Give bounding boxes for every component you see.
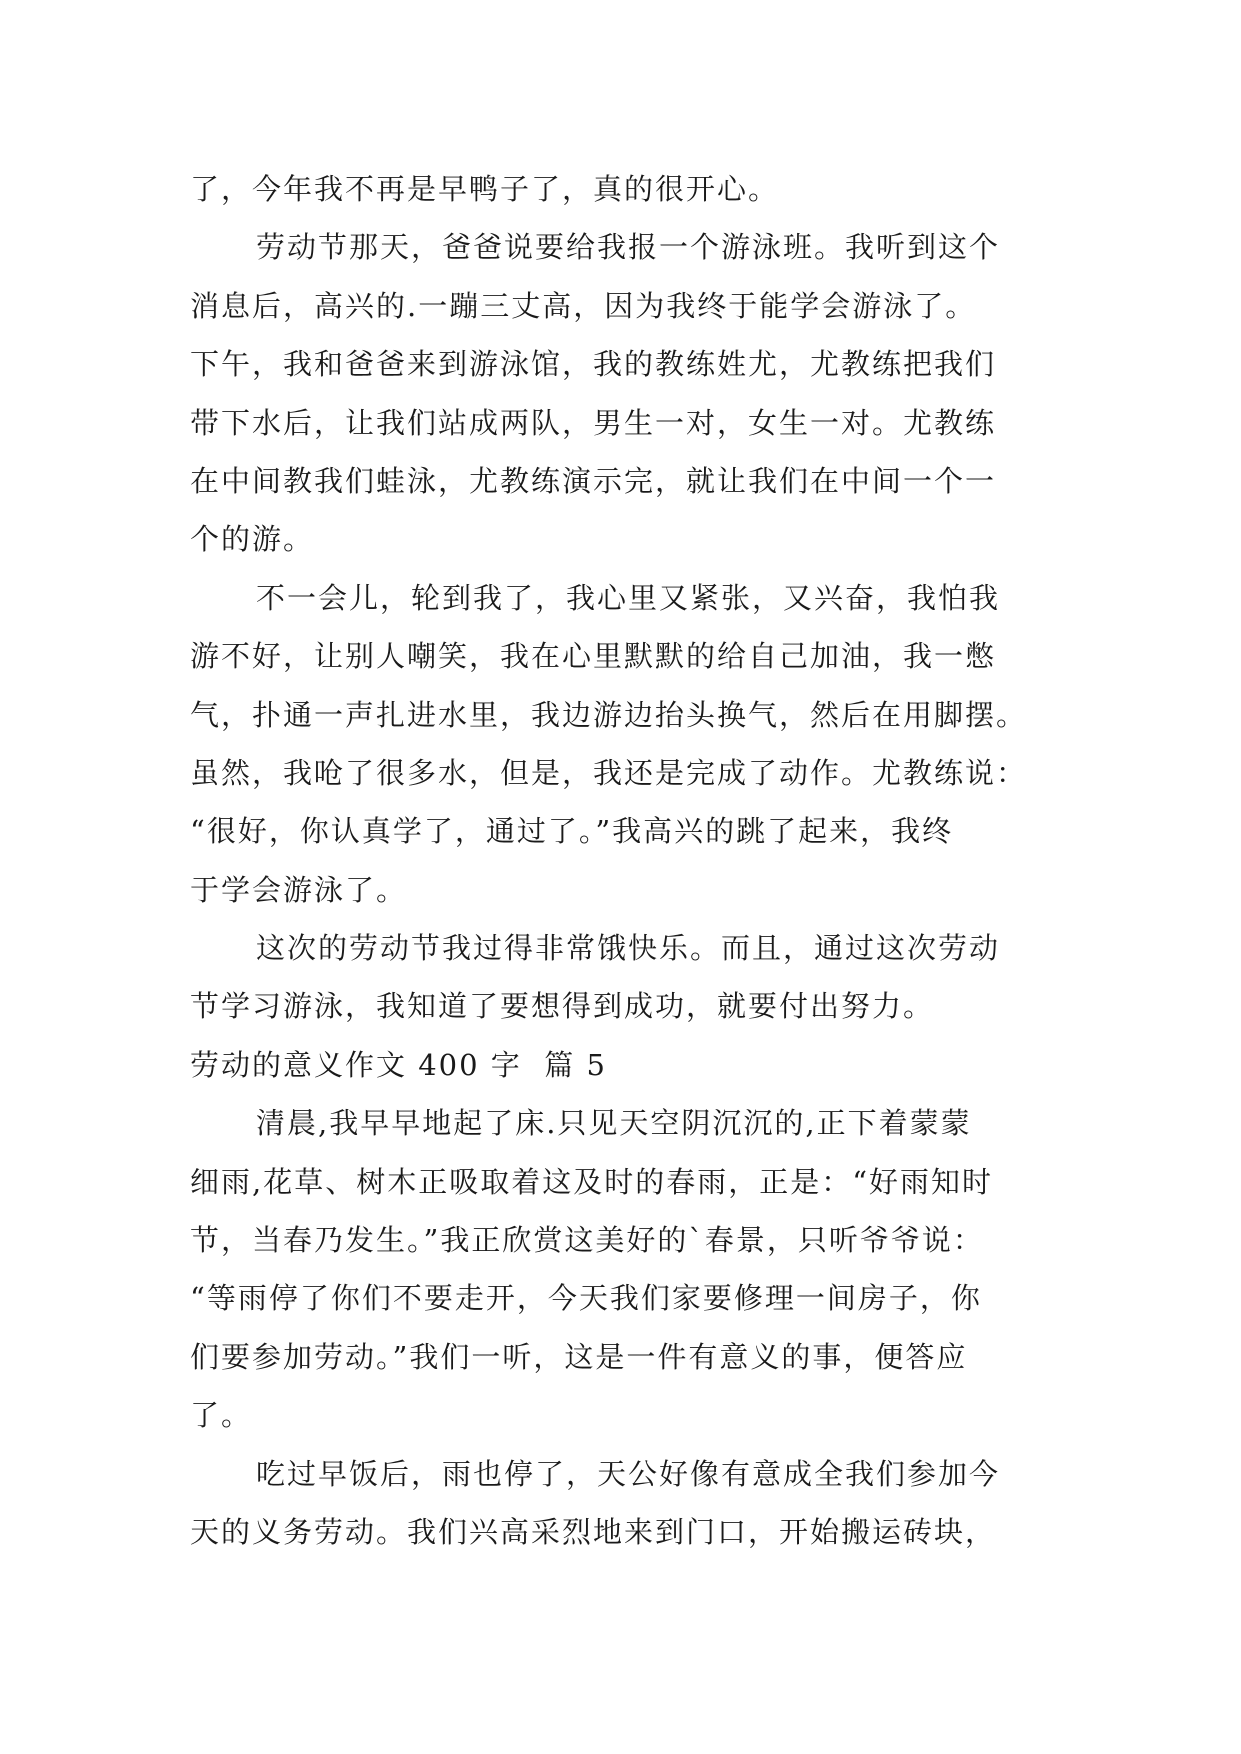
- text-line: 吃过早饭后，雨也停了，天公好像有意成全我们参加今: [256, 1456, 1001, 1491]
- text-line: 游不好，让别人嘲笑，我在心里默默的给自己加油，我一憋: [190, 639, 997, 674]
- text-line: 劳动节那天，爸爸说要给我报一个游泳班。我听到这个: [256, 230, 1001, 265]
- text-line: 节，当春乃发生。”我正欣赏这美好的`春景，只听爷爷说：: [190, 1223, 984, 1258]
- text-line: “很好，你认真学了，通过了。”我高兴的跳了起来，我终: [190, 814, 954, 849]
- text-line: 虽然，我呛了很多水，但是，我还是完成了动作。尤教练说：: [190, 755, 1028, 790]
- text-line: 消息后，高兴的.一蹦三丈高，因为我终于能学会游泳了。: [190, 288, 977, 323]
- document-body: [190, 160, 1050, 1561]
- text-line: 带下水后，让我们站成两队，男生一对，女生一对。尤教练: [190, 405, 997, 440]
- text-line: 个的游。: [190, 522, 315, 557]
- text-line: 不一会儿，轮到我了，我心里又紧张，又兴奋，我怕我: [256, 580, 1001, 615]
- text-line: 了。: [190, 1398, 253, 1433]
- text-line: 气，扑通一声扎进水里，我边游边抬头换气，然后在用脚摆。: [190, 697, 1028, 732]
- text-line: 这次的劳动节我过得非常饿快乐。而且，通过这次劳动: [256, 931, 1001, 966]
- text-line: 劳动的意义作文 400 字 篇 5: [190, 1047, 607, 1082]
- text-line: 细雨,花草、树木正吸取着这及时的春雨，正是：“好雨知时: [190, 1164, 994, 1199]
- text-line: 节学习游泳，我知道了要想得到成功，就要付出努力。: [190, 989, 935, 1024]
- text-line: “等雨停了你们不要走开，今天我们家要修理一间房子，你: [190, 1281, 982, 1316]
- text-line: 们要参加劳动。”我们一听，这是一件有意义的事，便答应: [190, 1339, 968, 1374]
- text-line: 清晨,我早早地起了床.只见天空阴沉沉的,正下着蒙蒙: [256, 1106, 972, 1141]
- text-line: 在中间教我们蛙泳，尤教练演示完，就让我们在中间一个一: [190, 463, 997, 498]
- text-line: 天的义务劳动。我们兴高采烈地来到门口，开始搬运砖块，: [190, 1514, 997, 1549]
- text-line: 了，今年我不再是早鸭子了，真的很开心。: [190, 172, 780, 206]
- text-line: 于学会游泳了。: [190, 872, 408, 907]
- text-line: 下午，我和爸爸来到游泳馆，我的教练姓尤，尤教练把我们: [190, 347, 997, 382]
